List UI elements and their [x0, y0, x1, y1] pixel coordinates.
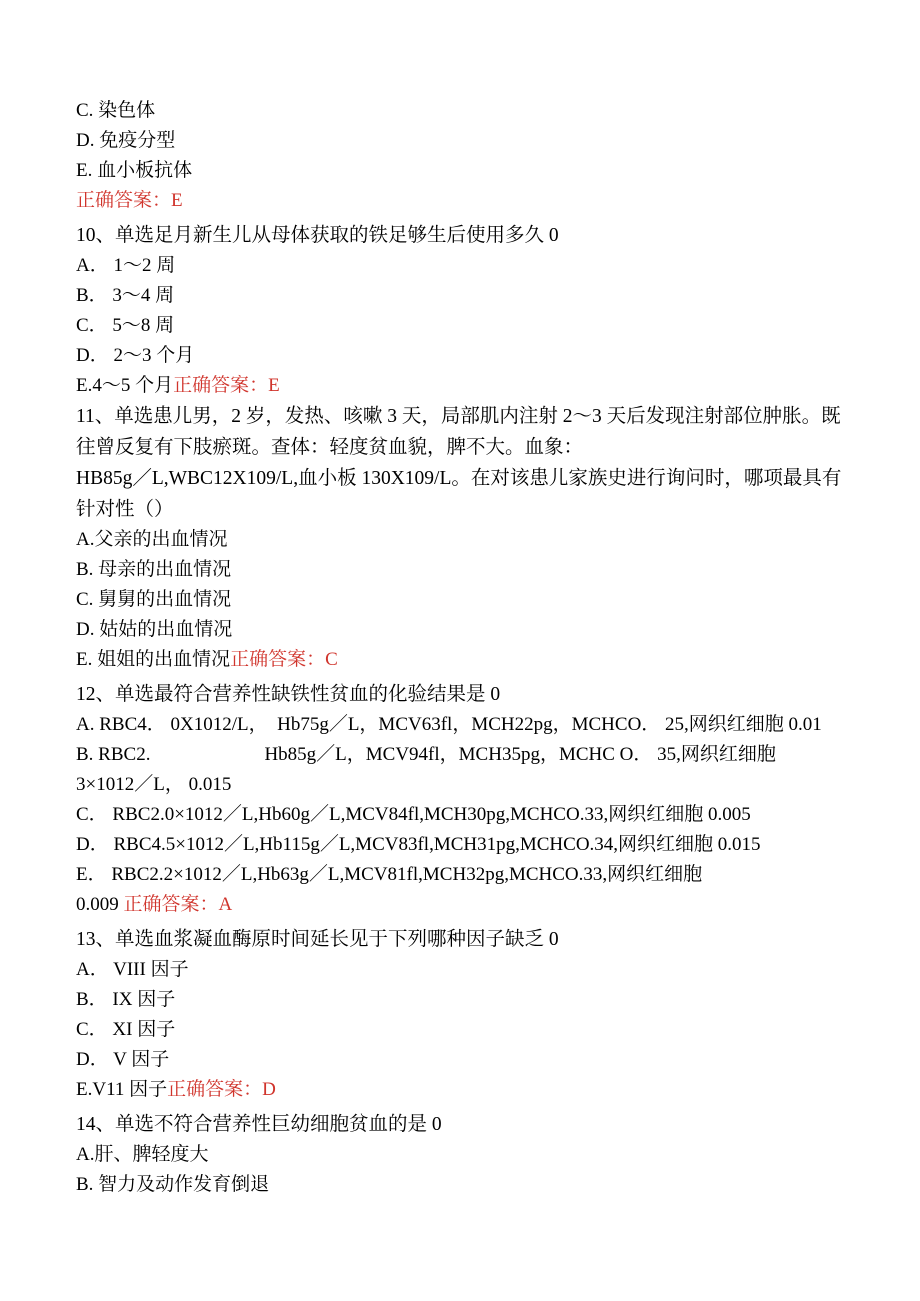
option-text: D． RBC4.5×1012／L,Hb115g／L,MCV83fl,MCH31pg,MCHCO.34,网织红细胞 0.015	[76, 834, 761, 855]
option-text: 11、单选患儿男，2 岁，发热、咳嗽 3 天，局部肌内注射 2～3 天后发现注射部位肿胀。既往曾反复有下肢瘀斑。查体：轻度贫血貌，脾不大。血象：	[76, 406, 841, 458]
option-text: C. 舅舅的出血情况	[76, 589, 232, 610]
doc-line	[76, 1140, 844, 1170]
option-text: HB85g／L,WBC12X109/L,血小板 130X109/L。在对该患儿家族史进行询问时，哪项最具有针对性（）	[76, 468, 842, 520]
question-text: 13、单选血浆凝血酶原时间延长见于下列哪种因子缺乏 0	[76, 929, 559, 950]
doc-line	[76, 615, 844, 645]
option-text: B. 母亲的出血情况	[76, 559, 232, 580]
question-text: 10、单选足月新生儿从母体获取的铁足够生后使用多久 0	[76, 225, 559, 246]
document-body	[76, 96, 844, 1200]
doc-line	[76, 585, 844, 615]
option-text: C． RBC2.0×1012／L,Hb60g／L,MCV84fl,MCH30pg,MCHCO.33,网织红细胞 0.005	[76, 804, 751, 825]
doc-line	[76, 96, 844, 126]
option-text: 3×1012／L， 0.015	[76, 774, 232, 795]
doc-line	[76, 525, 844, 555]
option-text: B. RBC2. Hb85g／L，MCV94fl，MCH35pg，MCHC O． 35,网织红细胞	[76, 744, 776, 765]
option-text: A． 1～2 周	[76, 255, 176, 276]
doc-line	[76, 186, 844, 216]
option-text: B. 智力及动作发育倒退	[76, 1174, 270, 1195]
doc-line	[76, 830, 844, 860]
option-text: C． XI 因子	[76, 1019, 176, 1040]
doc-line	[76, 463, 844, 525]
option-text: D． 2～3 个月	[76, 345, 195, 366]
doc-line	[76, 251, 844, 281]
question-text: 14、单选不符合营养性巨幼细胞贫血的是 0	[76, 1114, 442, 1135]
doc-line	[76, 1109, 844, 1140]
correct-answer-text: 正确答案：E	[76, 190, 183, 211]
option-text: B． IX 因子	[76, 989, 176, 1010]
correct-answer-text: 正确答案：C	[230, 649, 338, 670]
doc-line	[76, 1015, 844, 1045]
option-text: C. 染色体	[76, 100, 156, 121]
option-text: E.V11 因子	[76, 1079, 168, 1100]
doc-line	[76, 1170, 844, 1200]
option-text: 0.009	[76, 894, 124, 915]
option-text: E. 姐姐的出血情况	[76, 649, 231, 670]
option-text: A.肝、脾轻度大	[76, 1144, 209, 1165]
doc-line	[76, 1075, 844, 1105]
doc-line	[76, 220, 844, 251]
doc-line	[76, 860, 844, 890]
option-text: C． 5～8 周	[76, 315, 175, 336]
option-text: E.4～5 个月	[76, 375, 174, 396]
option-text: A.父亲的出血情况	[76, 529, 228, 550]
doc-line	[76, 955, 844, 985]
option-text: E． RBC2.2×1012／L,Hb63g／L,MCV81fl,MCH32pg,MCHCO.33,网织红细胞	[76, 864, 703, 885]
doc-line	[76, 555, 844, 585]
doc-line	[76, 645, 844, 675]
option-text: E. 血小板抗体	[76, 160, 193, 181]
doc-line	[76, 1045, 844, 1075]
question-text: 12、单选最符合营养性缺铁性贫血的化验结果是 0	[76, 684, 501, 705]
doc-line	[76, 311, 844, 341]
option-text: D． V 因子	[76, 1049, 170, 1070]
option-text: D. 姑姑的出血情况	[76, 619, 233, 640]
option-text: B． 3～4 周	[76, 285, 175, 306]
doc-line	[76, 679, 844, 710]
doc-line	[76, 401, 844, 463]
doc-line	[76, 710, 844, 740]
doc-line	[76, 281, 844, 311]
option-text: A. RBC4． 0X1012/L， Hb75g／L，MCV63fl，MCH22pg，MCHCO． 25,网织红细胞 0.01	[76, 714, 822, 735]
doc-line	[76, 800, 844, 830]
doc-line	[76, 924, 844, 955]
option-text: A． VIII 因子	[76, 959, 189, 980]
doc-line	[76, 371, 844, 401]
doc-line	[76, 740, 844, 770]
doc-line	[76, 156, 844, 186]
doc-line	[76, 890, 844, 920]
doc-line	[76, 341, 844, 371]
correct-answer-text: 正确答案：A	[123, 894, 233, 915]
option-text: D. 免疫分型	[76, 130, 176, 151]
doc-line	[76, 985, 844, 1015]
correct-answer-text: 正确答案：D	[167, 1079, 276, 1100]
correct-answer-text: 正确答案：E	[173, 375, 280, 396]
doc-line	[76, 770, 844, 800]
doc-line	[76, 126, 844, 156]
